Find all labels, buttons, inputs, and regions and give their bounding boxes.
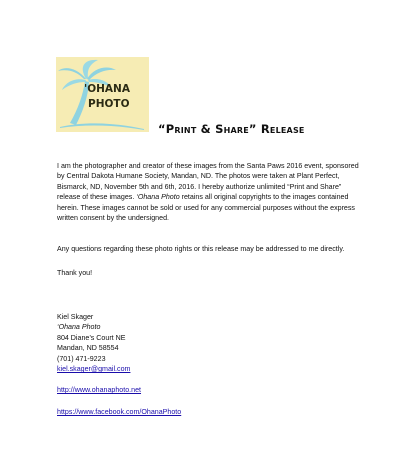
facebook-link[interactable]: https://www.facebook.com/OhanaPhoto (57, 408, 182, 416)
release-text-rest: retains all original copyrights to the images contained herein. These images cannot be sold or used for any commercial purposes without the express written consent by the undersigned. (57, 193, 355, 223)
email-link[interactable]: kiel.skager@gmail.com (57, 365, 131, 374)
document-title: “Print & Share” Release (158, 122, 305, 136)
signature-block (57, 312, 130, 374)
ohana-photo-logo (56, 57, 149, 132)
signer-company: ‘Ohana Photo (57, 323, 101, 332)
logo-text-photo: PHOTO (88, 98, 130, 110)
address-city: Mandan, ND 58554 (57, 344, 119, 353)
release-text-start: I am the photographer and creator of these images from the Santa Paws 2016 event, sponsored by Central Dakota Humane Society, Mandan, ND. The photos were taken at Plant Perfect, Bismarck, ND, November 5th and 6th, 2016. I hereby authorize unlimited “Print and Share” release of these images. (57, 162, 359, 202)
company-name-inline: ‘Ohana Photo (136, 193, 180, 202)
logo-text-ohana: 'OHANA (84, 83, 130, 95)
website-link[interactable]: http://www.ohanaphoto.net (57, 386, 142, 394)
questions-paragraph: Any questions regarding these photo rights or this release may be addressed to me directly. (57, 245, 345, 253)
address-street: 804 Diane’s Court NE (57, 333, 126, 342)
phone-number: (701) 471-9223 (57, 354, 106, 363)
release-paragraph (57, 161, 402, 223)
thank-you-text: Thank you! (57, 269, 93, 277)
signer-name: Kiel Skager (57, 313, 94, 321)
